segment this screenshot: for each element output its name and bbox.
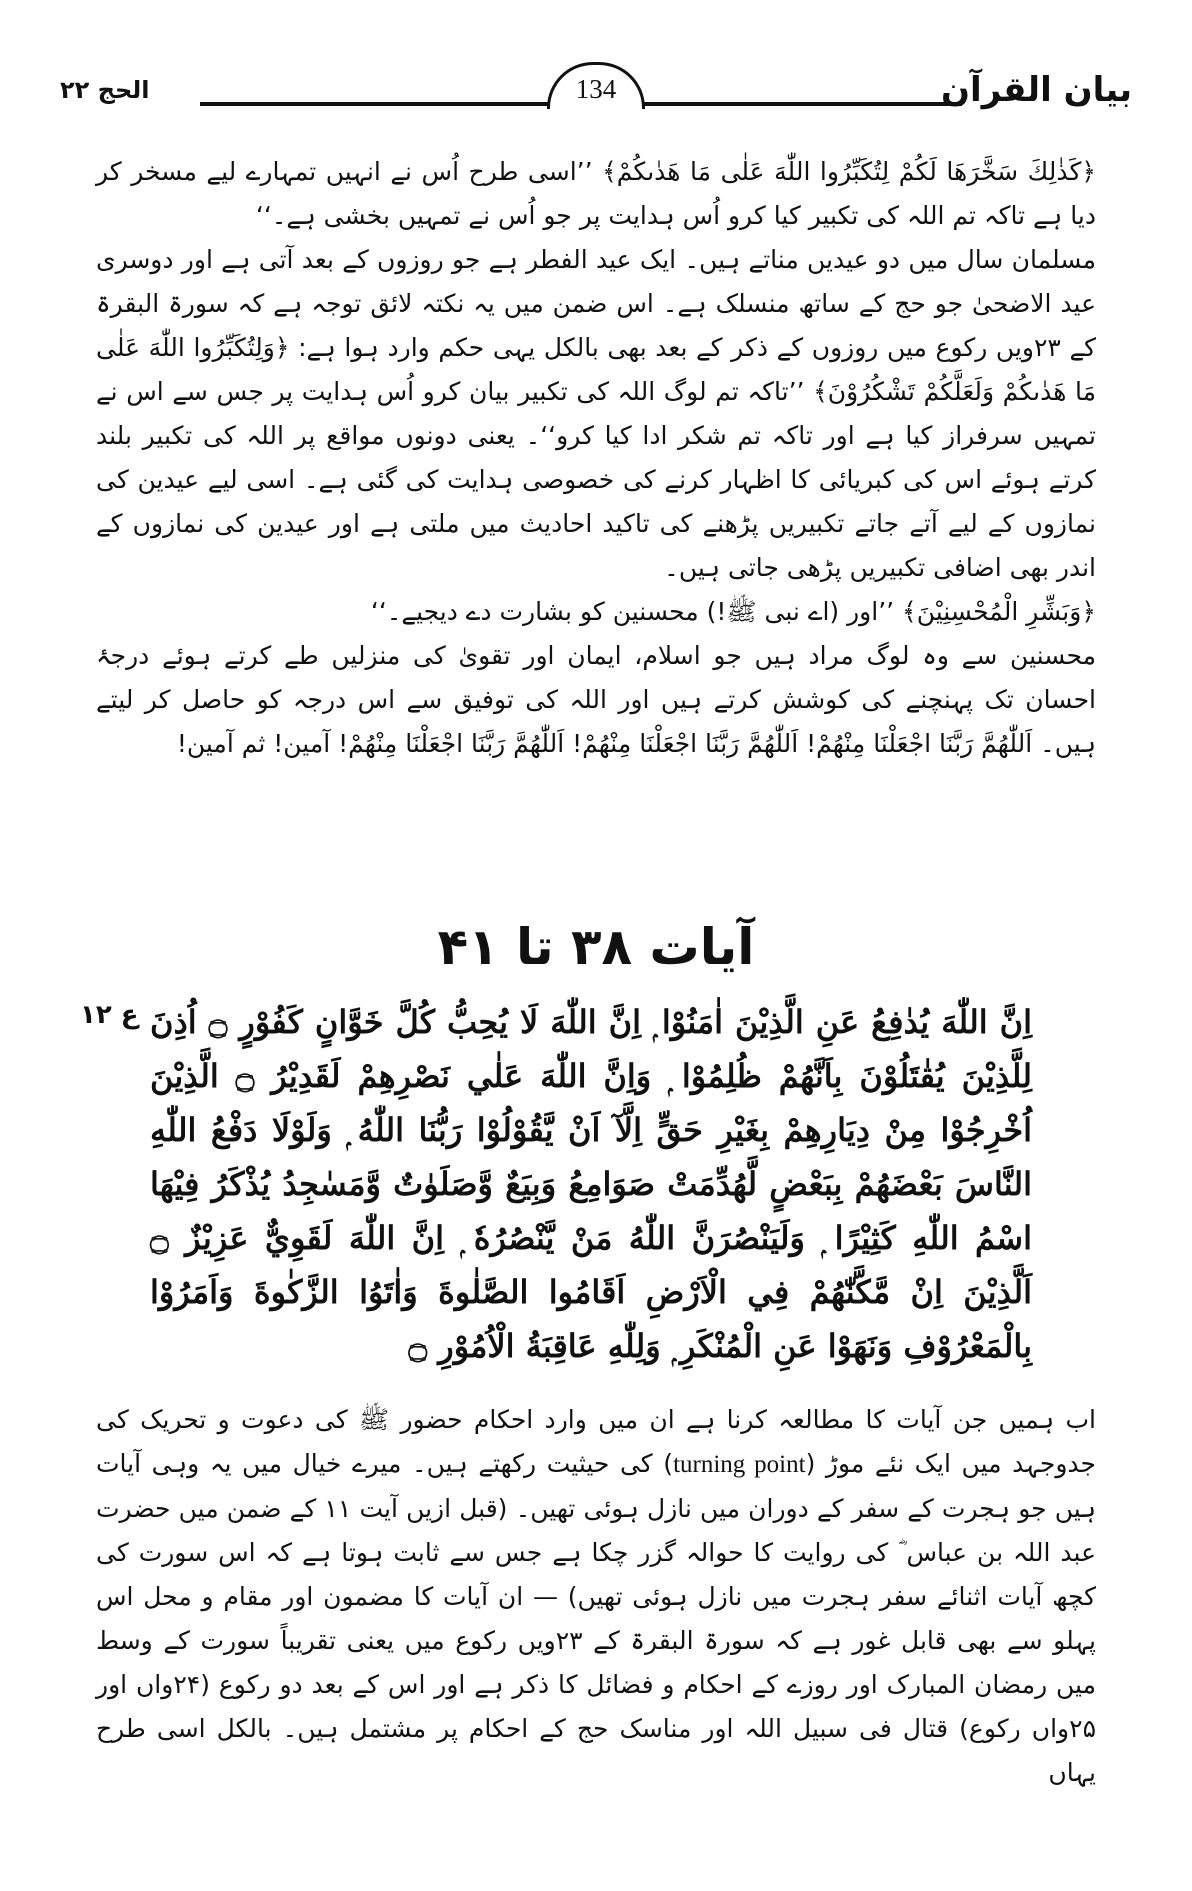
ruku-mark: ع ۱۲: [80, 1000, 139, 1030]
paragraph: ﴿كَذٰلِكَ سَخَّرَهَا لَكُمْ لِتُكَبِّرُوا اللّٰهَ عَلٰى مَا هَدٰىكُمْ﴾ ’’اسی طرح اُس نے انہیں تمہارے لیے مسخر کر دیا ہے تاکہ تم اللہ کی تکبیر کیا کرو اُس ہدایت پر جو اُس نے تمہیں بخشی ہے۔‘‘: [96, 157, 1096, 230]
verses-heading: آیات ۳۸ تا ۴۱: [437, 918, 755, 976]
paragraph: محسنین سے وہ لوگ مراد ہیں جو اسلام، ایمان اور تقویٰ کی منزلیں طے کرتے ہوئے درجۂ احسان تک پہنچنے کی کوشش کرتے ہیں اور اللہ کی توفیق سے اس درجہ کو حاصل کر لیتے ہیں۔ اَللّٰهُمَّ رَبَّنَا اجْعَلْنَا مِنْهُمْ! اَللّٰهُمَّ رَبَّنَا اجْعَلْنَا مِنْهُمْ! اَللّٰهُمَّ رَبَّنَا اجْعَلْنَا مِنْهُمْ! آمین! ثم آمین!: [96, 641, 1096, 758]
text: ) کی حیثیت رکھتے ہیں۔ میرے خیال میں یہ وہی آیات ہیں جو ہجرت کے سفر کے دوران میں نازل ہوئی تھیں۔ (قبل ازیں آیت ۱۱ کے ضمن میں حضرت عبد اللہ بن عباس ؓ کی روایت کا حوالہ گزر چکا ہے جس سے ثابت ہوتا ہے کہ اس سورت کی کچھ آیات اثنائے سفر ہجرت میں نازل ہوئی تھیں) — ان آیات کا مضمون اور مقام و محل اس پہلو سے بھی قابل غور ہے کہ سورۃ البقرۃ کے ۲۳ویں رکوع میں یعنی تقریباً سورت کے وسط میں رمضان المبارک اور روزے کے احکام و فضائل کا ذکر ہے اور اس کے بعد دو رکوع (۲۴واں اور ۲۵واں رکوع) قتال فی سبیل اللہ اور مناسک حج کے احکام پر مشتمل ہیں۔ بالکل اسی طرح یہاں: [96, 1449, 1096, 1787]
paragraph: ﴿وَبَشِّرِ الْمُحْسِنِيْنَ﴾ ’’اور (اے نبی ﷺ!) محسنین کو بشارت دے دیجیے۔‘‘: [370, 597, 1096, 626]
english-term: turning point: [673, 1451, 806, 1478]
quran-verses: اِنَّ اللّٰهَ يُدٰفِعُ عَنِ الَّذِيْنَ اٰمَنُوْا ۭ اِنَّ اللّٰهَ لَا يُحِبُّ كُلَّ خَوَّانٍ كَفُوْرٍ ۝ اُذِنَ لِلَّذِيْنَ يُقٰتَلُوْنَ بِاَنَّهُمْ ظُلِمُوْا ۭ وَاِنَّ اللّٰهَ عَلٰي نَصْرِهِمْ لَقَدِيْرُ ۝ الَّذِيْنَ اُخْرِجُوْا مِنْ دِيَارِهِمْ بِغَيْرِ حَقٍّ اِلَّآ اَنْ يَّقُوْلُوْا رَبُّنَا اللّٰهُ ۭ وَلَوْلَا دَفْعُ اللّٰهِ النَّاسَ بَعْضَهُمْ بِبَعْضٍ لَّهُدِّمَتْ صَوَامِعُ وَبِيَعٌ وَّصَلَوٰتٌ وَّمَسٰجِدُ يُذْكَرُ فِيْهَا اسْمُ اللّٰهِ كَثِيْرًا ۭ وَلَيَنْصُرَنَّ اللّٰهُ مَنْ يَّنْصُرُهٗ ۭ اِنَّ اللّٰهَ لَقَوِيٌّ عَزِيْزٌ ۝ اَلَّذِيْنَ اِنْ مَّكَّنّٰهُمْ فِي الْاَرْضِ اَقَامُوا الصَّلٰوةَ وَاٰتَوُا الزَّكٰوةَ وَاَمَرُوْا بِالْمَعْرُوْفِ وَنَهَوْا عَنِ الْمُنْكَرِ ۭ وَلِلّٰهِ عَاقِبَةُ الْاُمُوْرِ ۝: [150, 1003, 1033, 1365]
page-header: [60, 62, 1132, 122]
text: اب ہمیں جن آیات کا مطالعہ کرنا ہے ان میں وارد احکام حضور ﷺ کی دعوت و تحریک کی جدوجہد میں ایک نئے موڑ (: [96, 1405, 1096, 1478]
page-number: 134: [547, 62, 645, 109]
surah-label: الحج ۲۲: [60, 76, 150, 104]
paragraph: [96, 1398, 1096, 1795]
commentary-section-2: [96, 1398, 1096, 1795]
paragraph: مسلمان سال میں دو عیدیں مناتے ہیں۔ ایک عید الفطر ہے جو روزوں کے بعد آتی ہے اور دوسری عید الاضحیٰ جو حج کے ساتھ منسلک ہے۔ اس ضمن میں یہ نکتہ لائق توجہ ہے کہ سورۃ البقرۃ کے ۲۳ویں رکوع میں روزوں کے ذکر کے بعد بھی بالکل یہی حکم وارد ہوا ہے: ﴿وَلِتُكَبِّرُوا اللّٰهَ عَلٰى مَا هَدٰىكُمْ وَلَعَلَّكُمْ تَشْكُرُوْنَ﴾ ’’تاکہ تم لوگ اللہ کی تکبیر بیان کرو اُس ہدایت پر جس سے اس نے تمہیں سرفراز کیا ہے اور تاکہ تم شکر ادا کیا کرو‘‘۔ یعنی دونوں مواقع پر اللہ کی تکبیر بلند کرتے ہوئے اس کی کبریائی کا اظہار کرنے کی خصوصی ہدایت کی گئی ہے۔ اسی لیے عیدین کی نمازوں کے لیے آتے جاتے تکبیریں پڑھنے کی تاکید احادیث میں ملتی ہے اور عیدین کی نمازوں کے اندر بھی اضافی تکبیریں پڑھی جاتی ہیں۔: [96, 245, 1097, 582]
book-title: بیان القرآن: [941, 70, 1132, 110]
commentary-section-1: [96, 150, 1096, 766]
